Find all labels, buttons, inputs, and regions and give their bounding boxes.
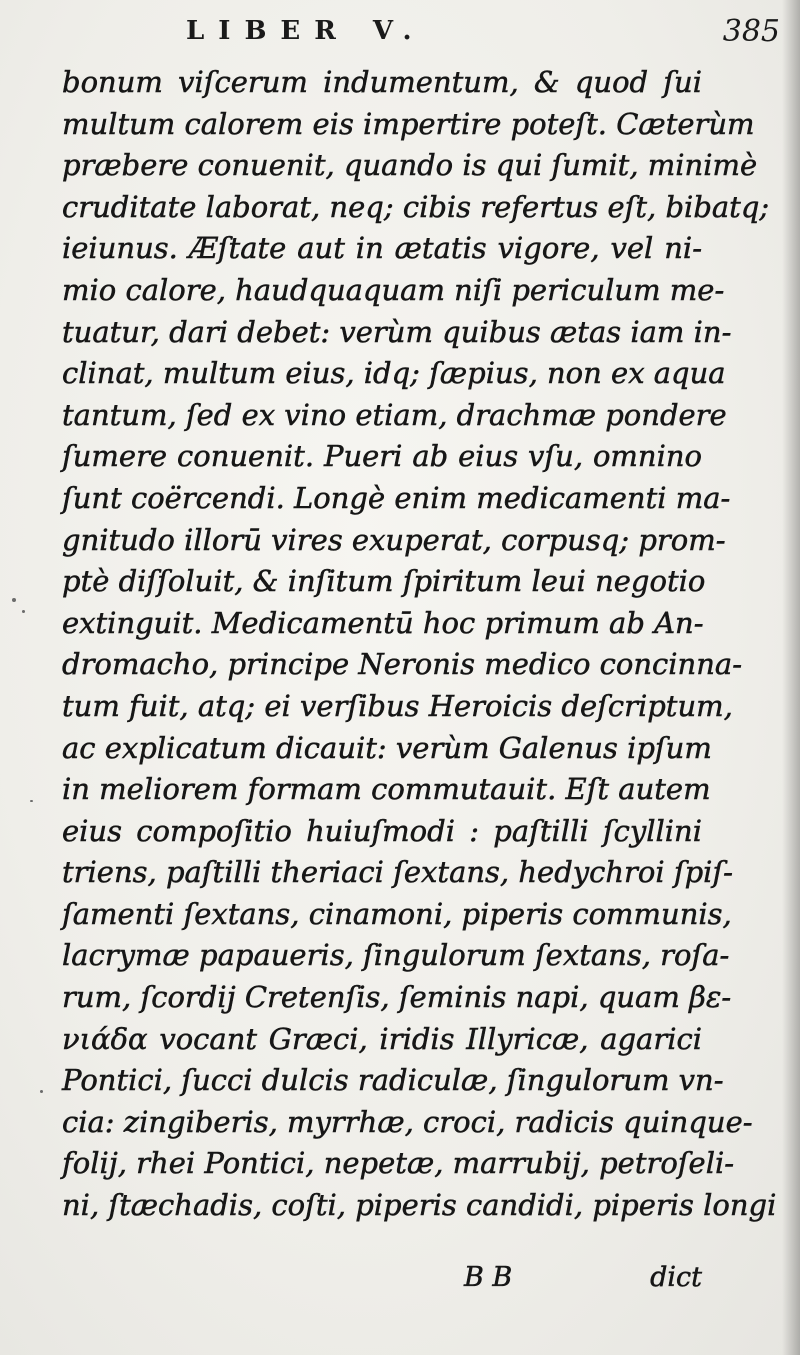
- text-line: ſumere conuenit. Pueri ab eius vſu, omnino: [62, 439, 702, 474]
- text-line: dromacho, principe Neronis medico concinna-: [62, 647, 742, 682]
- text-line: ſunt coërcendi. Longè enim medicamenti ma-: [62, 480, 731, 515]
- text-line: ptè diſſoluit, & inſitum ſpiritum leui negotio: [62, 564, 706, 599]
- text-line: tuatur, dari debet: verùm quibus ætas iam in-: [62, 314, 732, 349]
- text-line: præbere conuenit, quando is qui ſumit, minimè: [62, 148, 758, 183]
- page-number: 385: [722, 14, 780, 49]
- text-line: ſamenti ſextans, cinamoni, piperis communis,: [62, 896, 732, 931]
- text-line: triens, paſtilli theriaci ſextans, hedychroi ſpiſ-: [62, 855, 733, 890]
- text-line: folij, rhei Pontici, nepetæ, marrubij, petroſeli-: [62, 1146, 735, 1181]
- ink-speck: [22, 610, 25, 613]
- ink-speck: [30, 800, 33, 802]
- text-line: in meliorem formam commutauit. Eſt autem: [62, 772, 711, 807]
- text-line: Pontici, ſucci dulcis radiculæ, ſingulorum vn-: [62, 1063, 724, 1098]
- ink-speck: [40, 1090, 43, 1093]
- text-line: tum fuit, atq; ei verſibus Heroicis deſcriptum,: [62, 688, 733, 723]
- text-line: cruditate laborat, neq; cibis refertus eſt, bibatq;: [62, 189, 770, 224]
- text-line: gnitudo illorū vires exuperat, corpusq; prom-: [62, 522, 726, 557]
- page-edge-shadow: [782, 0, 800, 1355]
- text-line: clinat, multum eius, idq; ſæpius, non ex aqua: [62, 356, 726, 391]
- text-line: eius compoſitio huiuſmodi : paſtilli ſcyllini: [62, 813, 702, 848]
- text-line: ieiunus. Æſtate aut in ætatis vigore, vel ni-: [62, 231, 702, 266]
- page-footer: [62, 1262, 702, 1302]
- text-line: ni, ſtæchadis, coſti, piperis candidi, piperis longi: [62, 1188, 777, 1223]
- text-line: mio calore, haudquaquam niſi periculum me-: [62, 272, 725, 307]
- text-line: cia: zingiberis, myrrhæ, croci, radicis quinque-: [62, 1104, 753, 1139]
- body-text: [62, 62, 777, 1227]
- text-line: νιάδα vocant Græci, iridis Illyricæ, agarici: [62, 1021, 702, 1056]
- text-line: bonum viſcerum indumentum, & quod ſui: [62, 65, 702, 99]
- page-header: [180, 14, 780, 54]
- text-line: ac explicatum dicauit: verùm Galenus ipſum: [62, 730, 712, 765]
- ink-speck: [12, 598, 16, 602]
- signature-mark: B B: [464, 1262, 513, 1293]
- catchword: dict: [650, 1262, 702, 1293]
- text-line: tantum, ſed ex vino etiam, drachmæ pondere: [62, 397, 727, 432]
- text-line: lacrymæ papaueris, ſingulorum ſextans, roſa-: [62, 938, 730, 973]
- text-line: multum calorem eis impertire poteſt. Cæterùm: [62, 106, 755, 141]
- text-line: rum, ſcordij Cretenſis, ſeminis napi, quam βε-: [62, 980, 732, 1015]
- text-line: extinguit. Medicamentū hoc primum ab An-: [62, 605, 704, 640]
- running-head: LIBER V.: [186, 16, 426, 46]
